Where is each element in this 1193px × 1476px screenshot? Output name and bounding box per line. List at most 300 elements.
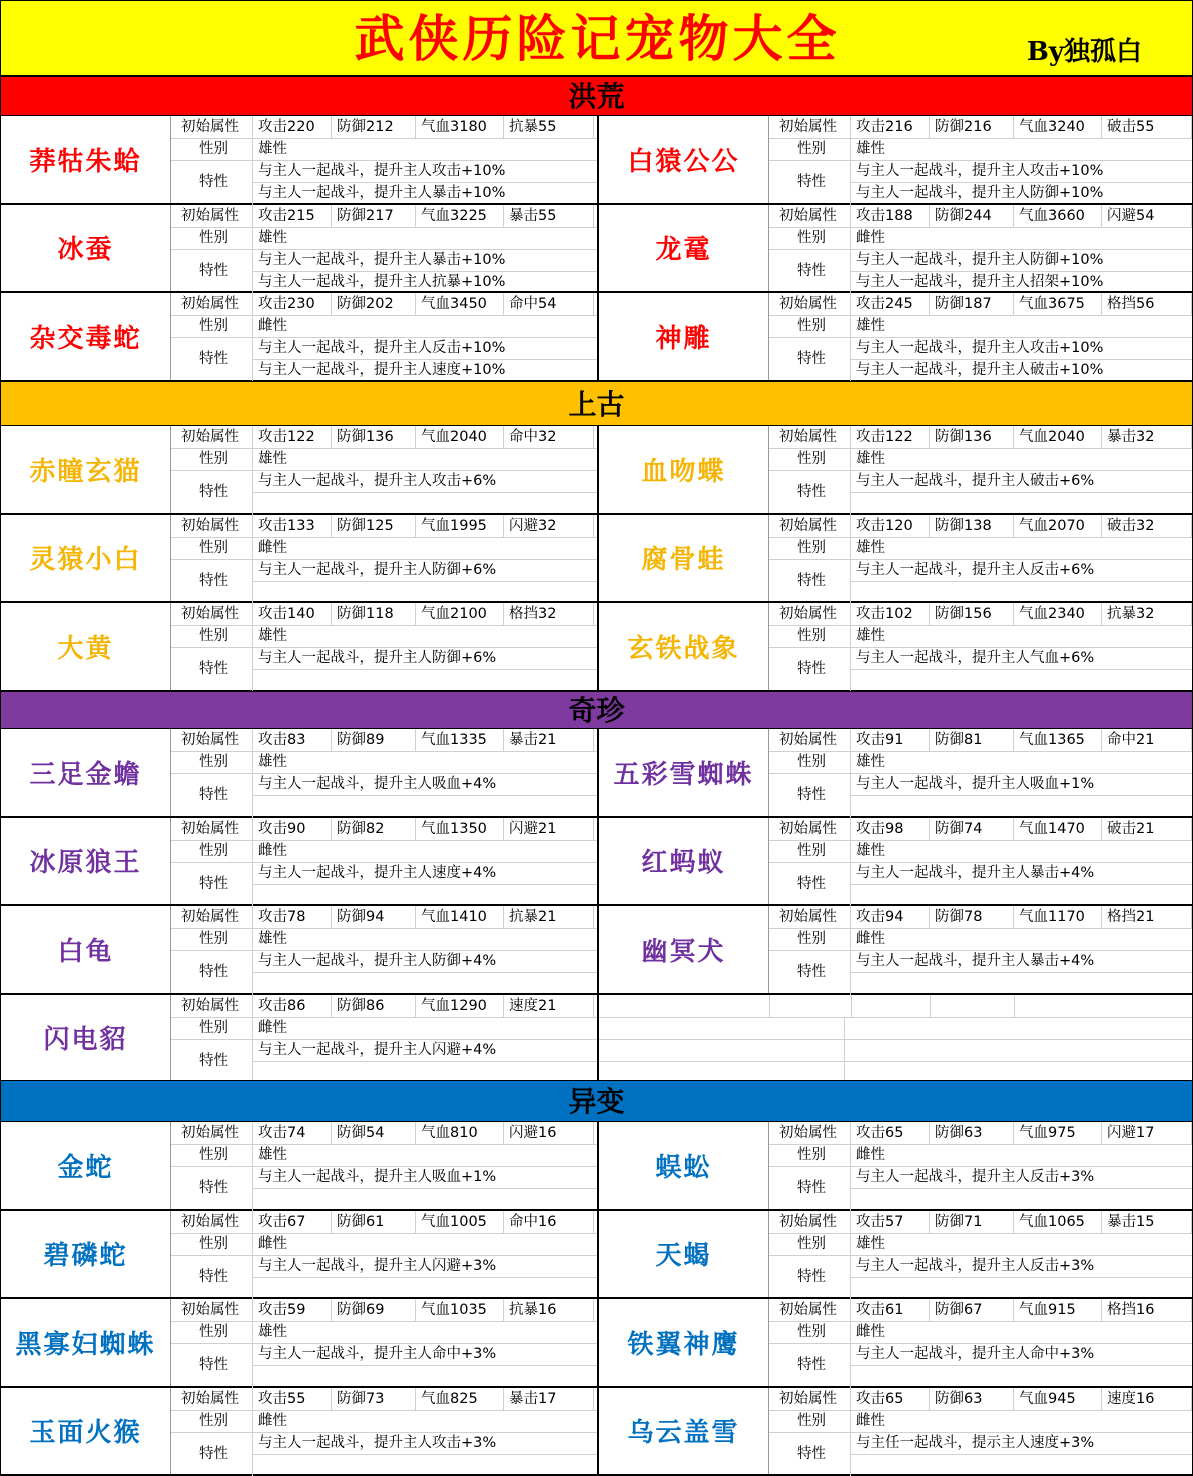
trait-label: 特性 [171, 950, 253, 995]
gender-value: 雄性 [856, 318, 885, 334]
author-credit: By独孤白 [1026, 37, 1142, 67]
attrs-label: 初始属性 [769, 1299, 851, 1321]
stat-cell: 攻击55 [253, 1388, 332, 1410]
pet-name: 龙鼋 [599, 205, 769, 292]
stat-cell: 气血975 [1014, 1122, 1102, 1144]
gender-label: 性别 [769, 928, 851, 950]
attrs-label: 初始属性 [769, 603, 851, 625]
stat-cell: 防御217 [332, 205, 416, 227]
pet-attributes [769, 603, 1192, 690]
trait-label: 特性 [769, 862, 851, 907]
gender-label: 性别 [171, 1144, 253, 1166]
pet-name: 杂交毒蛇 [1, 293, 171, 380]
grid-line [851, 1365, 1192, 1366]
trait-text: 与主人一起战斗，提升主人防御+6% [258, 561, 497, 578]
pet-name: 蜈蚣 [599, 1122, 769, 1209]
stat-cell: 破击21 [1102, 818, 1192, 840]
gender-value: 雌性 [856, 1147, 885, 1163]
pet-attributes [171, 293, 597, 380]
pet-attributes [171, 1211, 597, 1298]
stat-cell: 格挡56 [1102, 293, 1192, 315]
pet-name: 血吻蝶 [599, 426, 769, 513]
trait-text: 与主人一起战斗，提升主人暴击+10% [258, 185, 506, 201]
grid-line [851, 1454, 1192, 1455]
pet-row [0, 205, 1193, 294]
stat-cell: 破击55 [1102, 116, 1192, 138]
stat-cell: 攻击102 [851, 603, 930, 625]
grid-line [599, 1039, 1192, 1040]
trait-text: 与主人一起战斗，提升主人吸血+4% [258, 776, 497, 792]
pet-card [599, 1388, 1192, 1475]
gender-value: 雌性 [856, 1412, 885, 1429]
pet-name: 灵猿小白 [1, 515, 171, 602]
grid-line [253, 1365, 597, 1366]
empty-grid [599, 995, 1192, 1082]
attrs-label: 初始属性 [171, 293, 253, 315]
trait-label: 特性 [769, 559, 851, 604]
trait-text: 与主人一起战斗，提升主人攻击+6% [258, 473, 497, 489]
stat-cell: 攻击90 [253, 818, 332, 840]
pet-card [1, 818, 599, 905]
pet-attributes [171, 116, 597, 203]
pet-row [0, 515, 1193, 604]
trait-text: 与主人一起战斗，提升主人速度+4% [258, 864, 497, 881]
stat-cell: 防御82 [332, 818, 416, 840]
trait-text: 与主人一起战斗，提升主人速度+10% [258, 362, 506, 378]
stat-cell: 气血1410 [416, 906, 504, 928]
stat-cell: 防御81 [930, 729, 1014, 751]
pet-row [0, 1211, 1193, 1300]
gender-value: 雌性 [258, 842, 287, 859]
gender-value: 雄性 [856, 842, 885, 859]
gender-label: 性别 [769, 448, 851, 470]
stat-cell: 暴击17 [504, 1388, 594, 1410]
grid-line [851, 1277, 1192, 1278]
gender-value: 雄性 [258, 1324, 287, 1340]
pet-attributes [769, 1122, 1192, 1209]
stat-cell: 闪避17 [1102, 1122, 1192, 1144]
pet-attributes [769, 818, 1192, 905]
stat-cell: 攻击83 [253, 729, 332, 751]
attrs-label: 初始属性 [769, 1122, 851, 1144]
pet-name: 玉面火猴 [1, 1388, 171, 1475]
stat-cell: 格挡32 [504, 603, 594, 625]
gender-label: 性别 [769, 1233, 851, 1255]
pet-attributes [171, 1122, 597, 1209]
pet-card [599, 426, 1192, 513]
stat-cell: 气血810 [416, 1122, 504, 1144]
gender-value: 雌性 [856, 1324, 885, 1340]
pet-card [1, 906, 599, 993]
stat-cell: 攻击215 [253, 205, 332, 227]
stat-cell: 攻击120 [851, 515, 930, 537]
attrs-label: 初始属性 [171, 1388, 253, 1410]
stat-cell: 防御202 [332, 293, 416, 315]
gender-label: 性别 [171, 751, 253, 773]
grid-line [599, 1061, 1192, 1062]
pet-attributes [171, 1388, 597, 1475]
gender-value: 雌性 [258, 1412, 287, 1429]
trait-text: 与主人一起战斗，提升主人防御+10% [856, 251, 1104, 268]
trait-label: 特性 [769, 249, 851, 294]
pet-card [1, 205, 599, 292]
pet-attributes [171, 426, 597, 513]
gender-value: 雄性 [258, 451, 287, 467]
stat-cell: 气血825 [416, 1388, 504, 1410]
pet-name: 神雕 [599, 293, 769, 380]
trait-label: 特性 [171, 1343, 253, 1388]
pet-row [0, 1122, 1193, 1211]
pet-card [599, 515, 1192, 602]
gender-label: 性别 [769, 315, 851, 337]
trait-text: 与主人一起战斗，提升主人攻击+10% [258, 163, 506, 179]
stat-cell: 闪避54 [1102, 205, 1192, 227]
attrs-label: 初始属性 [171, 1299, 253, 1321]
trait-label: 特性 [171, 1255, 253, 1300]
gender-value: 雄性 [258, 229, 287, 246]
attrs-label: 初始属性 [769, 906, 851, 928]
stat-cell: 防御71 [930, 1211, 1014, 1233]
stat-cell: 攻击188 [851, 205, 930, 227]
attrs-label: 初始属性 [171, 1122, 253, 1144]
pet-attributes [769, 116, 1192, 203]
trait-text: 与主人一起战斗，提升主人吸血+1% [856, 776, 1095, 792]
stat-cell: 防御244 [930, 205, 1014, 227]
pet-attributes [769, 293, 1192, 380]
stat-cell: 防御89 [332, 729, 416, 751]
grid-line [253, 1061, 597, 1062]
attrs-label: 初始属性 [769, 1211, 851, 1233]
stat-cell: 格挡21 [1102, 906, 1192, 928]
gender-value: 雄性 [258, 1147, 287, 1163]
pet-card [599, 1211, 1192, 1298]
pet-card [599, 818, 1192, 905]
pet-attributes [171, 729, 597, 816]
gender-value: 雄性 [258, 628, 287, 644]
stat-cell: 防御69 [332, 1299, 416, 1321]
gender-value: 雌性 [258, 318, 287, 334]
trait-text: 与主人一起战斗，提升主人反击+6% [856, 561, 1095, 578]
stat-cell: 防御63 [930, 1388, 1014, 1410]
pet-card [599, 995, 1192, 1082]
attrs-label: 初始属性 [171, 426, 253, 448]
pet-card [1, 1299, 599, 1386]
pet-attributes [769, 1388, 1192, 1475]
stat-cell: 防御67 [930, 1299, 1014, 1321]
grid-vline [1014, 995, 1015, 1017]
gender-value: 雄性 [856, 754, 885, 770]
trait-label: 特性 [769, 773, 851, 818]
pet-name: 腐骨蛙 [599, 515, 769, 602]
grid-line [253, 1277, 597, 1278]
pet-card [1, 1211, 599, 1298]
gender-label: 性别 [769, 751, 851, 773]
attrs-label: 初始属性 [769, 729, 851, 751]
gender-label: 性别 [171, 448, 253, 470]
pet-card [1, 426, 599, 513]
section-title: 上古 [568, 388, 625, 421]
stat-cell: 攻击86 [253, 995, 332, 1017]
section-title: 奇珍 [568, 694, 625, 727]
attrs-label: 初始属性 [769, 818, 851, 840]
stat-cell: 命中54 [504, 293, 594, 315]
stat-cell: 防御187 [930, 293, 1014, 315]
stat-cell: 攻击216 [851, 116, 930, 138]
pet-row [0, 603, 1193, 692]
pet-card [599, 729, 1192, 816]
stat-cell: 防御63 [930, 1122, 1014, 1144]
pet-attributes [171, 818, 597, 905]
pet-card [599, 205, 1192, 292]
grid-vline [844, 1017, 845, 1082]
stat-cell: 气血915 [1014, 1299, 1102, 1321]
stat-cell: 气血1035 [416, 1299, 504, 1321]
trait-text: 与主人一起战斗，提升主人命中+3% [856, 1346, 1095, 1362]
pet-name: 白龟 [1, 906, 171, 993]
pet-name: 冰原狼王 [1, 818, 171, 905]
gender-value: 雌性 [258, 1235, 287, 1252]
trait-text: 与主人一起战斗，提升主人暴击+4% [856, 864, 1095, 881]
pet-attributes [769, 1211, 1192, 1298]
stat-cell: 气血3450 [416, 293, 504, 315]
pet-attributes [171, 906, 597, 993]
stat-cell: 破击32 [1102, 515, 1192, 537]
pet-card [1, 603, 599, 690]
section-header [0, 76, 1193, 116]
stat-cell: 气血945 [1014, 1388, 1102, 1410]
stat-cell: 防御54 [332, 1122, 416, 1144]
trait-label: 特性 [769, 1166, 851, 1211]
stat-cell: 防御74 [930, 818, 1014, 840]
trait-text: 与主人一起战斗，提升主人防御+6% [258, 650, 497, 666]
stat-cell: 防御138 [930, 515, 1014, 537]
pet-name: 天蝎 [599, 1211, 769, 1298]
grid-line [253, 669, 597, 670]
trait-label: 特性 [171, 1166, 253, 1211]
gender-label: 性别 [769, 625, 851, 647]
stat-cell: 气血1365 [1014, 729, 1102, 751]
gender-label: 性别 [171, 625, 253, 647]
stat-cell: 气血3225 [416, 205, 504, 227]
trait-text: 与主人一起战斗，提升主人防御+4% [258, 953, 497, 969]
attrs-label: 初始属性 [171, 818, 253, 840]
trait-label: 特性 [769, 1432, 851, 1476]
attrs-label: 初始属性 [171, 906, 253, 928]
trait-text: 与主人一起战斗，提升主人暴击+4% [856, 953, 1095, 969]
pet-card [1, 995, 599, 1082]
gender-value: 雄性 [856, 628, 885, 644]
pet-name: 大黄 [1, 603, 171, 690]
pet-row [0, 995, 1193, 1084]
gender-label: 性别 [171, 1321, 253, 1343]
trait-text: 与主人一起战斗，提升主人防御+10% [856, 185, 1104, 201]
attrs-label: 初始属性 [171, 116, 253, 138]
stat-cell: 格挡16 [1102, 1299, 1192, 1321]
gender-value: 雄性 [258, 931, 287, 947]
trait-label: 特性 [769, 337, 851, 382]
stat-cell: 气血2040 [416, 426, 504, 448]
pet-name: 玄铁战象 [599, 603, 769, 690]
pet-name: 黑寡妇蜘蛛 [1, 1299, 171, 1386]
stat-cell: 防御78 [930, 906, 1014, 928]
attrs-label: 初始属性 [769, 1388, 851, 1410]
stat-cell: 气血2070 [1014, 515, 1102, 537]
stat-cell: 气血2040 [1014, 426, 1102, 448]
gender-label: 性别 [171, 138, 253, 160]
stat-cell: 攻击122 [851, 426, 930, 448]
trait-text: 与主人一起战斗，提升主人攻击+10% [856, 340, 1104, 356]
trait-text: 与主人一起战斗，提升主人气血+6% [856, 650, 1095, 666]
pet-card [1, 293, 599, 380]
trait-label: 特性 [171, 1432, 253, 1476]
grid-line [253, 795, 597, 796]
gender-value: 雌性 [258, 1019, 287, 1036]
trait-text: 与主人一起战斗，提升主人命中+3% [258, 1346, 497, 1362]
pet-attributes [171, 205, 597, 292]
gender-value: 雄性 [856, 451, 885, 467]
stat-cell: 攻击61 [851, 1299, 930, 1321]
pet-card [1, 729, 599, 816]
pet-row [0, 1388, 1193, 1476]
stat-cell: 气血3240 [1014, 116, 1102, 138]
stat-cell: 气血2340 [1014, 603, 1102, 625]
grid-line [851, 1188, 1192, 1189]
stat-cell: 攻击122 [253, 426, 332, 448]
section-header [0, 381, 1193, 426]
pet-attributes [769, 906, 1192, 993]
gender-label: 性别 [769, 1144, 851, 1166]
trait-label: 特性 [171, 559, 253, 604]
gender-label: 性别 [769, 1410, 851, 1432]
section-title: 异变 [568, 1085, 625, 1118]
grid-line [851, 669, 1192, 670]
pet-row [0, 1299, 1193, 1388]
gender-label: 性别 [171, 227, 253, 249]
stat-cell: 气血1065 [1014, 1211, 1102, 1233]
gender-value: 雄性 [258, 754, 287, 770]
stat-cell: 气血3675 [1014, 293, 1102, 315]
trait-label: 特性 [769, 1255, 851, 1300]
trait-text: 与主人一起战斗，提升主人闪避+4% [258, 1041, 497, 1058]
pet-name: 碧磷蛇 [1, 1211, 171, 1298]
grid-line [851, 795, 1192, 796]
pet-name: 五彩雪蜘蛛 [599, 729, 769, 816]
pet-attributes [171, 603, 597, 690]
grid-line [851, 972, 1192, 973]
trait-label: 特性 [769, 160, 851, 205]
page-title: 武侠历险记宠物大全 [354, 9, 841, 68]
attrs-label: 初始属性 [171, 603, 253, 625]
stat-cell: 攻击230 [253, 293, 332, 315]
grid-vline [769, 995, 770, 1017]
stat-cell: 攻击67 [253, 1211, 332, 1233]
stat-cell: 防御156 [930, 603, 1014, 625]
grid-line [253, 972, 597, 973]
stat-cell: 攻击59 [253, 1299, 332, 1321]
pet-name: 赤瞳玄猫 [1, 426, 171, 513]
pet-card [599, 293, 1192, 380]
stat-cell: 防御125 [332, 515, 416, 537]
stat-cell: 攻击140 [253, 603, 332, 625]
stat-cell: 攻击57 [851, 1211, 930, 1233]
trait-text: 与主人一起战斗，提升主人招架+10% [856, 273, 1104, 290]
gender-label: 性别 [769, 537, 851, 559]
stat-cell: 气血1335 [416, 729, 504, 751]
trait-text: 与主人一起战斗，提升主人攻击+3% [258, 1434, 497, 1451]
pet-attributes [171, 515, 597, 602]
stat-cell: 防御136 [332, 426, 416, 448]
stat-cell: 抗暴21 [504, 906, 594, 928]
grid-line [599, 1017, 1192, 1018]
trait-label: 特性 [171, 647, 253, 692]
stat-cell: 攻击74 [253, 1122, 332, 1144]
title-bar [0, 0, 1193, 76]
gender-value: 雄性 [856, 539, 885, 556]
gender-label: 性别 [171, 1233, 253, 1255]
stat-cell: 防御73 [332, 1388, 416, 1410]
pet-attributes [171, 1299, 597, 1386]
trait-label: 特性 [171, 470, 253, 515]
pet-attributes [769, 205, 1192, 292]
gender-label: 性别 [769, 227, 851, 249]
pet-card [599, 1122, 1192, 1209]
stat-cell: 气血2100 [416, 603, 504, 625]
gender-value: 雄性 [856, 141, 885, 157]
attrs-label: 初始属性 [171, 995, 253, 1017]
section-header [0, 1080, 1193, 1122]
stat-cell: 速度16 [1102, 1388, 1192, 1410]
grid-line [253, 1188, 597, 1189]
grid-line [253, 581, 597, 582]
stat-cell: 闪避32 [504, 515, 594, 537]
pet-name: 铁翼神鹰 [599, 1299, 769, 1386]
trait-text: 与主人一起战斗，提升主人反击+3% [856, 1169, 1095, 1185]
stat-cell: 防御61 [332, 1211, 416, 1233]
trait-text: 与主人一起战斗，提升主人反击+10% [258, 340, 506, 356]
stat-cell: 气血1995 [416, 515, 504, 537]
pet-name: 乌云盖雪 [599, 1388, 769, 1475]
stat-cell: 抗暴32 [1102, 603, 1192, 625]
trait-label: 特性 [769, 647, 851, 692]
stat-cell: 攻击78 [253, 906, 332, 928]
trait-text: 与主人一起战斗，提升主人破击+10% [856, 362, 1104, 378]
section-header [0, 691, 1193, 729]
pet-attributes [769, 1299, 1192, 1386]
gender-label: 性别 [171, 315, 253, 337]
pet-row [0, 426, 1193, 515]
pet-name: 三足金蟾 [1, 729, 171, 816]
pet-card [599, 906, 1192, 993]
pet-row [0, 293, 1193, 382]
stat-cell: 气血3660 [1014, 205, 1102, 227]
attrs-label: 初始属性 [769, 205, 851, 227]
stat-cell: 暴击55 [504, 205, 594, 227]
trait-text: 与主人一起战斗，提升主人吸血+1% [258, 1169, 497, 1185]
stat-cell: 命中21 [1102, 729, 1192, 751]
attrs-label: 初始属性 [769, 293, 851, 315]
trait-text: 与主人一起战斗，提升主人破击+6% [856, 473, 1095, 489]
pet-row [0, 906, 1193, 995]
trait-label: 特性 [171, 1039, 253, 1084]
pet-name: 红蚂蚁 [599, 818, 769, 905]
stat-cell: 防御136 [930, 426, 1014, 448]
grid-line [851, 581, 1192, 582]
pet-attributes [769, 729, 1192, 816]
section-title: 洪荒 [568, 80, 625, 113]
stat-cell: 气血1350 [416, 818, 504, 840]
trait-text: 与主人一起战斗，提升主人闪避+3% [258, 1257, 497, 1274]
grid-vline [851, 995, 852, 1017]
